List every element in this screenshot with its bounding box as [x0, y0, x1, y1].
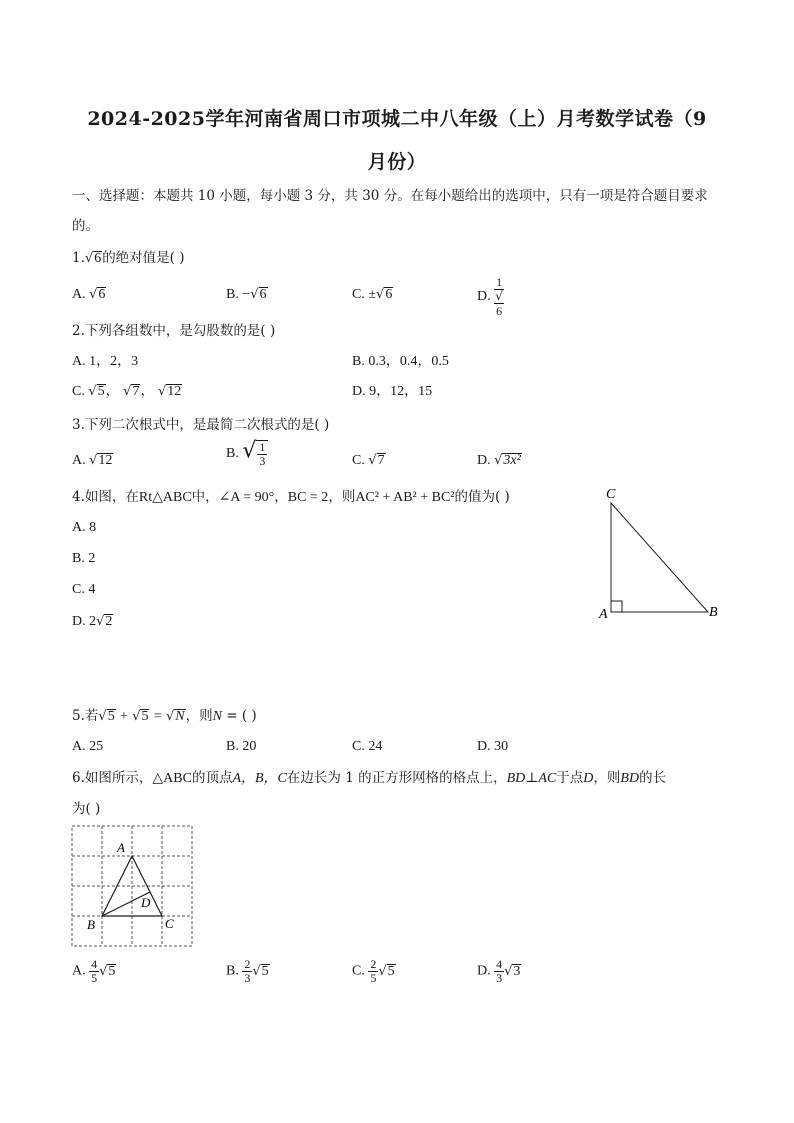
- question-2-option-c[interactable]: C. √5， √7， √12: [72, 384, 182, 399]
- vertex-label-c: C: [606, 487, 616, 502]
- vertex-label-b: B: [87, 917, 95, 932]
- question-6-stem-line2: 为( ): [72, 801, 101, 817]
- question-1-option-d[interactable]: D. 1 √ 6: [477, 275, 503, 318]
- question-4-option-a[interactable]: A. 8: [72, 520, 97, 535]
- question-4-option-d[interactable]: D. 2√2: [72, 614, 113, 629]
- question-3-stem: 3.下列二次根式中，是最简二次根式的是( ): [72, 417, 330, 433]
- section-heading-line2: 的。: [72, 218, 99, 234]
- question-2-option-d[interactable]: D. 9，12，15: [352, 384, 433, 399]
- vertex-label-a: A: [599, 607, 608, 622]
- question-3-option-c[interactable]: C. √7: [352, 453, 385, 468]
- section-heading-line1: 一、选择题：本题共 10 小题，每小题 3 分，共 30 分。在每小题给出的选项中，只有一项是符合题目要求: [72, 188, 708, 204]
- question-6-option-d[interactable]: D. $\frac{4}{3}$ √3: [477, 957, 521, 985]
- question-5-stem: 5.若√5 + √5 = √N，则N = ( ): [72, 708, 257, 724]
- question-5-option-c[interactable]: C. 24: [352, 739, 383, 754]
- question-2-option-a[interactable]: A. 1，2，3: [72, 354, 139, 369]
- question-6-option-c[interactable]: C. $\frac{2}{5}$ √5: [352, 957, 395, 985]
- vertex-label-b: B: [709, 605, 718, 620]
- question-5-option-d[interactable]: D. 30: [477, 739, 509, 754]
- vertex-label-c: C: [165, 916, 174, 931]
- question-5-option-a[interactable]: A. 25: [72, 739, 104, 754]
- right-triangle-figure: [596, 484, 726, 624]
- question-1-option-b[interactable]: B. −√6: [226, 287, 267, 302]
- point-label-d: D: [141, 895, 151, 910]
- page-title-line2: 月份）: [367, 151, 427, 173]
- triangle-abc: [611, 503, 708, 612]
- question-3-option-a[interactable]: A. √12: [72, 453, 113, 468]
- question-6-option-b[interactable]: B. $\frac{2}{3}$ √5: [226, 957, 269, 985]
- question-text: 的绝对值是( ): [102, 250, 185, 266]
- question-4-option-c[interactable]: C. 4: [72, 582, 96, 597]
- page-title-line1: 2024-2025学年河南省周口市项城二中八年级（上）月考数学试卷（9: [87, 108, 707, 130]
- question-number: 1.: [72, 250, 85, 266]
- question-4-stem: 4.如图，在Rt△ABC中，∠A = 90°，BC = 2，则AC² + AB² + BC²的值为( ): [72, 489, 510, 505]
- question-4-option-b[interactable]: B. 2: [72, 551, 96, 566]
- right-angle-mark: [611, 601, 622, 612]
- question-1-option-a[interactable]: A. √6: [72, 287, 106, 302]
- question-2-option-b[interactable]: B. 0.3，0.4，0.5: [352, 354, 449, 369]
- question-1-option-c[interactable]: C. ±√6: [352, 287, 393, 302]
- sqrt-expression: √6: [84, 251, 102, 266]
- question-6-option-a[interactable]: A. $\frac{4}{5}$ √5: [72, 957, 116, 985]
- question-5-option-b[interactable]: B. 20: [226, 739, 257, 754]
- vertex-label-a: A: [117, 840, 125, 855]
- question-3-option-d[interactable]: D. √3x²: [477, 453, 521, 468]
- question-2-stem: 2.下列各组数中，是勾股数的是( ): [72, 323, 276, 339]
- question-6-stem-line1: 6.如图所示，△ABC的顶点A，B，C在边长为 1 的正方形网格的格点上，BD⊥AC于点D，则BD的长: [72, 770, 667, 786]
- question-1-stem: [72, 248, 185, 269]
- grid-triangle-figure: [70, 824, 194, 948]
- question-3-option-b[interactable]: B. √ $\frac{1}{3}$: [226, 440, 268, 468]
